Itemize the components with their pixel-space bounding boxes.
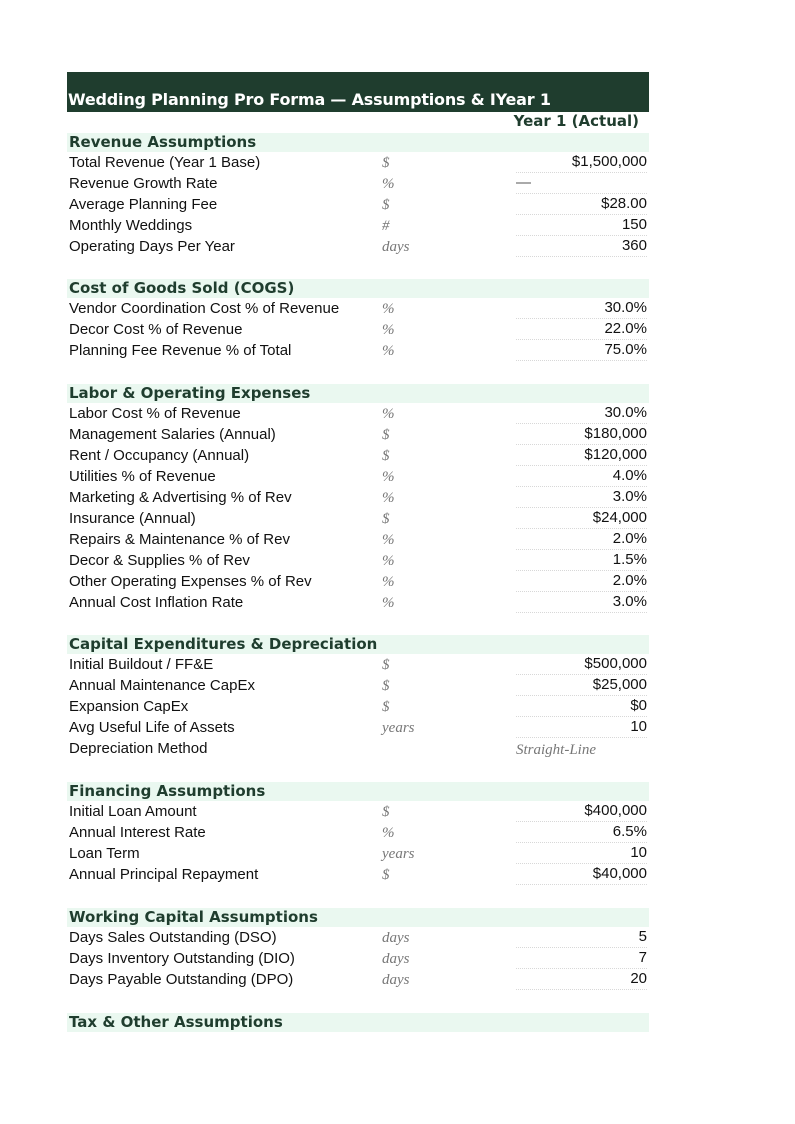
row-unit: $: [382, 804, 390, 820]
table-row: [67, 152, 649, 173]
row-label: Revenue Growth Rate: [69, 175, 218, 192]
row-label: Annual Cost Inflation Rate: [69, 594, 244, 611]
row-value[interactable]: 150: [516, 215, 647, 236]
row-label: Insurance (Annual): [69, 510, 196, 527]
row-label: Average Planning Fee: [69, 196, 218, 213]
table-row: [67, 738, 649, 759]
row-unit: days: [382, 951, 410, 967]
row-unit: days: [382, 930, 410, 946]
row-value[interactable]: 20: [516, 969, 647, 990]
section-cogs: [67, 279, 649, 361]
section-revenue: [67, 133, 649, 257]
table-row: [67, 529, 649, 550]
row-value[interactable]: 30.0%: [516, 403, 647, 424]
row-value[interactable]: 10: [516, 717, 647, 738]
row-unit: $: [382, 678, 390, 694]
section-header: Tax & Other Assumptions: [67, 1013, 649, 1032]
table-row: [67, 675, 649, 696]
row-value[interactable]: 30.0%: [516, 298, 647, 319]
row-value[interactable]: $40,000: [516, 864, 647, 885]
row-value[interactable]: 10: [516, 843, 647, 864]
table-row: [67, 969, 649, 990]
table-row: [67, 717, 649, 738]
row-label: Initial Loan Amount: [69, 803, 197, 820]
table-row: [67, 571, 649, 592]
table-row: [67, 550, 649, 571]
row-value[interactable]: $500,000: [516, 654, 647, 675]
row-value[interactable]: 6.5%: [516, 822, 647, 843]
row-value[interactable]: 360: [516, 236, 647, 257]
row-value[interactable]: 2.0%: [516, 529, 647, 550]
table-row: [67, 864, 649, 885]
row-unit: $: [382, 511, 390, 527]
row-label: Marketing & Advertising % of Rev: [69, 489, 292, 506]
row-value[interactable]: $24,000: [516, 508, 647, 529]
row-unit: #: [382, 218, 390, 234]
row-unit: %: [382, 343, 395, 359]
row-unit: %: [382, 532, 395, 548]
row-value[interactable]: $28.00: [516, 194, 647, 215]
row-value[interactable]: $25,000: [516, 675, 647, 696]
row-label: Operating Days Per Year: [69, 238, 235, 255]
row-label: Monthly Weddings: [69, 217, 193, 234]
row-unit: $: [382, 155, 390, 171]
row-label: Annual Interest Rate: [69, 824, 206, 841]
row-label: Other Operating Expenses % of Rev: [69, 573, 312, 590]
row-label: Days Sales Outstanding (DSO): [69, 929, 277, 946]
section-header: Labor & Operating Expenses: [67, 384, 649, 403]
row-unit: days: [382, 972, 410, 988]
row-unit: %: [382, 322, 395, 338]
row-unit: $: [382, 448, 390, 464]
row-label: Decor Cost % of Revenue: [69, 321, 243, 338]
row-label: Loan Term: [69, 845, 140, 862]
row-label: Days Payable Outstanding (DPO): [69, 971, 294, 988]
row-unit: %: [382, 490, 395, 506]
table-row: [67, 487, 649, 508]
table-row: [67, 466, 649, 487]
row-value[interactable]: 75.0%: [516, 340, 647, 361]
row-value[interactable]: $1,500,000: [516, 152, 647, 173]
row-unit: %: [382, 301, 395, 317]
page-title: Wedding Planning Pro Forma — Assumptions & IYear 1: [68, 90, 551, 109]
row-unit: years: [382, 846, 415, 862]
row-unit: $: [382, 427, 390, 443]
table-row: [67, 801, 649, 822]
row-unit: days: [382, 239, 410, 255]
row-unit: %: [382, 406, 395, 422]
row-value[interactable]: Straight-Line: [516, 742, 597, 758]
row-value[interactable]: $400,000: [516, 801, 647, 822]
row-label: Management Salaries (Annual): [69, 426, 276, 443]
row-value[interactable]: 2.0%: [516, 571, 647, 592]
table-row: [67, 654, 649, 675]
row-label: Planning Fee Revenue % of Total: [69, 342, 292, 359]
table-row: [67, 592, 649, 613]
row-label: Repairs & Maintenance % of Rev: [69, 531, 290, 548]
section-working-capital: [67, 908, 649, 990]
row-value[interactable]: 7: [516, 948, 647, 969]
section-header: Working Capital Assumptions: [67, 908, 649, 927]
row-label: Total Revenue (Year 1 Base): [69, 154, 261, 171]
row-label: Labor Cost % of Revenue: [69, 405, 241, 422]
row-label: Annual Principal Repayment: [69, 866, 259, 883]
row-unit: %: [382, 574, 395, 590]
row-label: Days Inventory Outstanding (DIO): [69, 950, 295, 967]
section-header: Financing Assumptions: [67, 782, 649, 801]
row-value[interactable]: 3.0%: [516, 592, 647, 613]
row-value[interactable]: 5: [516, 927, 647, 948]
section-financing: [67, 782, 649, 885]
row-unit: $: [382, 699, 390, 715]
row-unit: years: [382, 720, 415, 736]
table-row: [67, 194, 649, 215]
table-row: [67, 298, 649, 319]
row-label: Decor & Supplies % of Rev: [69, 552, 250, 569]
row-unit: $: [382, 867, 390, 883]
row-value[interactable]: $180,000: [516, 424, 647, 445]
table-row: [67, 340, 649, 361]
table-row: [67, 843, 649, 864]
section-tax-other: [67, 1013, 649, 1032]
section-labor-opex: [67, 384, 649, 613]
section-header: Revenue Assumptions: [67, 133, 649, 152]
section-header: Cost of Goods Sold (COGS): [67, 279, 649, 298]
row-label: Annual Maintenance CapEx: [69, 677, 255, 694]
row-value[interactable]: 22.0%: [516, 319, 647, 340]
row-unit: %: [382, 595, 395, 611]
row-unit: $: [382, 657, 390, 673]
table-row: [67, 424, 649, 445]
table-row: [67, 696, 649, 717]
row-label: Vendor Coordination Cost % of Revenue: [69, 300, 340, 317]
row-label: Expansion CapEx: [69, 698, 189, 715]
row-label: Rent / Occupancy (Annual): [69, 447, 250, 464]
row-unit: %: [382, 469, 395, 485]
title-bar: [67, 72, 649, 112]
table-row: [67, 319, 649, 340]
table-row: [67, 948, 649, 969]
row-value[interactable]: 4.0%: [516, 466, 647, 487]
section-capex: [67, 635, 649, 759]
assumptions-sheet: [67, 72, 649, 1031]
row-value[interactable]: —: [516, 173, 647, 194]
row-unit: %: [382, 553, 395, 569]
row-value[interactable]: $120,000: [516, 445, 647, 466]
column-header-year-1: Year 1 (Actual): [513, 112, 639, 130]
table-row: [67, 445, 649, 466]
row-unit: %: [382, 176, 395, 192]
row-label: Initial Buildout / FF&E: [69, 656, 214, 673]
table-row: [67, 403, 649, 424]
table-row: [67, 927, 649, 948]
table-row: [67, 236, 649, 257]
table-row: [67, 822, 649, 843]
row-value[interactable]: $0: [516, 696, 647, 717]
table-row: [67, 508, 649, 529]
section-header: Capital Expenditures & Depreciation: [67, 635, 649, 654]
table-row: [67, 173, 649, 194]
row-label: Depreciation Method: [69, 740, 208, 757]
row-label: Avg Useful Life of Assets: [69, 719, 235, 736]
row-label: Utilities % of Revenue: [69, 468, 216, 485]
table-row: [67, 215, 649, 236]
row-value[interactable]: 1.5%: [516, 550, 647, 571]
row-value[interactable]: 3.0%: [516, 487, 647, 508]
row-unit: $: [382, 197, 390, 213]
row-unit: %: [382, 825, 395, 841]
